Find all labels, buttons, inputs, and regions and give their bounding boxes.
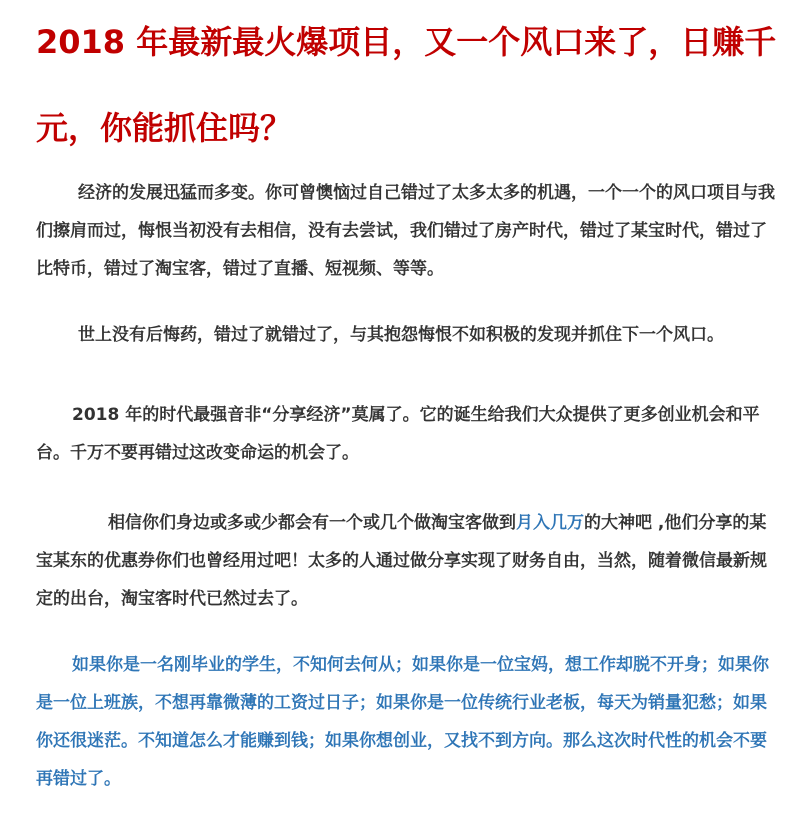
income-highlight: 月入几万 [516, 513, 584, 533]
paragraph-taobaoke [36, 504, 778, 618]
paragraph-missed-opportunities: 经济的发展迅猛而多变。你可曾懊恼过自己错过了太多太多的机遇，一个一个的风口项目与我们擦肩而过，悔恨当初没有去相信，没有去尝试，我们错过了房产时代，错过了某宝时代，错过了比特币，错过了淘宝客，错过了直播、短视频、等等。 [36, 183, 775, 279]
paragraph-no-regret: 世上没有后悔药，错过了就错过了，与其抱怨悔恨不如积极的发现并抓住下一个风口。 [78, 325, 724, 345]
paragraph-sharing-economy: 2018 年的时代最强音非“分享经济”莫属了。它的诞生给我们大众提供了更多创业机会和平台。千万不要再错过这改变命运的机会了。 [36, 405, 760, 463]
paragraph-taobaoke-end: 的大神吧 ,他们分享的某宝某东的优惠券你们也曾经用过吧！太多的人通过做分享实现了财务自由，当然，随着微信最新规定的出台，淘宝客时代已然过去了。 [36, 513, 767, 609]
article-title: 2018 年最新最火爆项目，又一个风口来了，日赚千元，你能抓住吗？ [36, 23, 777, 147]
paragraph-taobaoke-start: 相信你们身边或多或少都会有一个或几个做淘宝客做到 [108, 513, 516, 533]
paragraph-target-audience: 如果你是一名刚毕业的学生，不知何去何从；如果你是一位宝妈，想工作却脱不开身；如果你是一位上班族，不想再靠微薄的工资过日子；如果你是一位传统行业老板，每天为销量犯愁；如果你还很迷茫。不知道怎么才能赚到钱；如果你想创业，又找不到方向。那么这次时代性的机会不要再错过了。 [36, 655, 769, 789]
